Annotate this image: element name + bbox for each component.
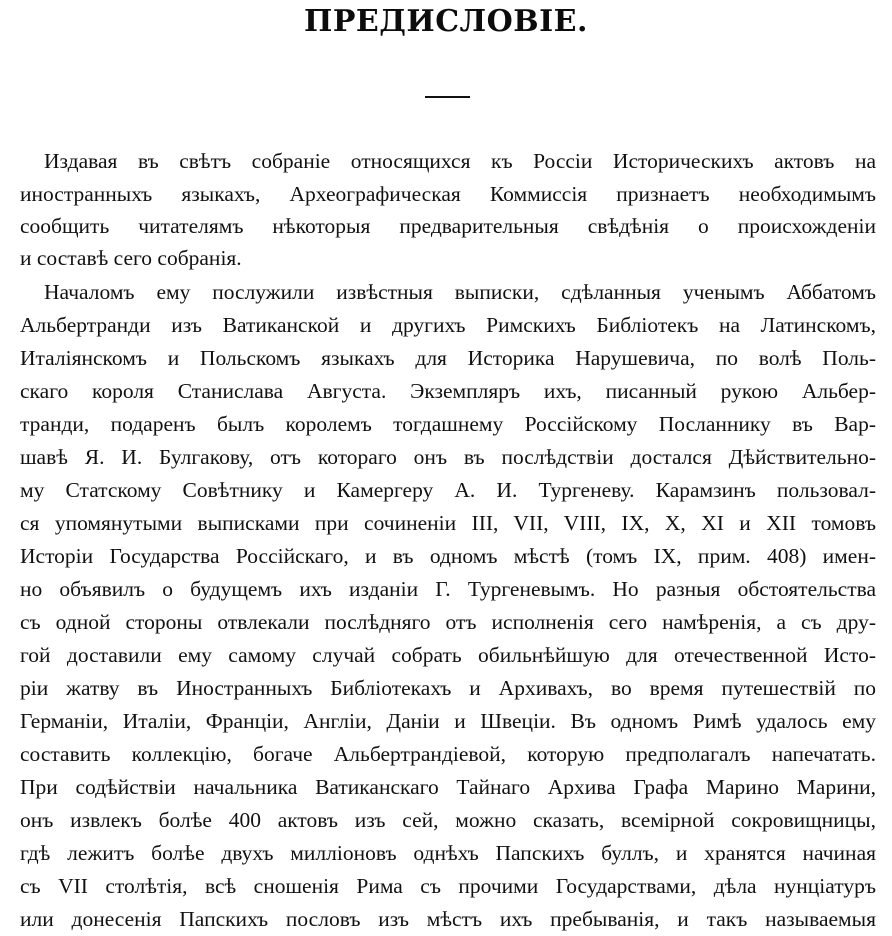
text-line: скаго короля Станислава Августа. Экземпляръ ихъ, писанный рукою Альбер- bbox=[20, 379, 876, 403]
text-line: Издавая въ свѣтъ собраніе относящихся къ Россіи Историческихъ актовъ на bbox=[44, 149, 876, 173]
text-line: но объявилъ о будущемъ ихъ изданіи Г. Тургеневымъ. Но разныя обстоятельства bbox=[20, 577, 876, 601]
text-line: Исторіи Государства Россійскаго, и въ одномъ мѣстѣ (томъ IX, прим. 408) имен- bbox=[20, 544, 876, 568]
text-line: или донесенія Папскихъ пословъ изъ мѣстъ ихъ пребыванія, и такъ называемыя bbox=[20, 907, 876, 931]
text-line: му Статскому Совѣтнику и Камергеру А. И. Тургеневу. Карамзинъ пользовал- bbox=[20, 478, 876, 502]
title-divider bbox=[425, 96, 470, 98]
text-line: и составѣ сего собранія. bbox=[20, 246, 242, 270]
text-line: транди, подаренъ былъ королемъ тогдашнему Россійскому Посланнику въ Вар- bbox=[20, 412, 876, 436]
text-line: ся упомянутыми выписками при сочиненіи III, VII, VIII, IX, X, XI и XII томовъ bbox=[20, 511, 876, 535]
text-line: Германіи, Италіи, Франціи, Англіи, Даніи и Швеціи. Въ одномъ Римѣ удалось ему bbox=[20, 709, 876, 733]
text-line: Италіянскомъ и Польскомъ языкахъ для Историка Нарушевича, по волѣ Поль- bbox=[20, 346, 876, 370]
text-line: гой доставили ему самому случай собрать обильнѣйшую для отечественной Исто- bbox=[20, 643, 876, 667]
text-line: Альбертранди изъ Ватиканской и другихъ Римскихъ Библіотекъ на Латинскомъ, bbox=[20, 313, 876, 337]
text-line: составить коллекцію, богаче Альбертрандіевой, которую предполагалъ напечатать. bbox=[20, 742, 876, 766]
text-line: иностранныхъ языкахъ, Археографическая Коммиссія признаетъ необходимымъ bbox=[20, 182, 876, 206]
page-title: ПРЕДИСЛОВІЕ. bbox=[303, 4, 588, 39]
text-line: онъ извлекъ болѣе 400 актовъ изъ сей, можно сказать, всемірной сокровищницы, bbox=[20, 808, 876, 832]
text-line: сообщить читателямъ нѣкоторыя предварительныя свѣдѣнія о происхожденіи bbox=[20, 214, 876, 238]
text-line: ріи жатву въ Иностранныхъ Библіотекахъ и Архивахъ, во время путешествій по bbox=[20, 676, 876, 700]
text-line: съ одной стороны отвлекали послѣдняго отъ исполненія сего намѣренія, а съ дру- bbox=[20, 610, 876, 634]
text-line: шавѣ Я. И. Булгакову, отъ котораго онъ въ послѣдствіи достался Дѣйствительно- bbox=[20, 445, 876, 469]
text-line: При содѣйствіи начальника Ватиканскаго Тайнаго Архива Графа Марино Марини, bbox=[20, 775, 876, 799]
text-line: Началомъ ему послужили извѣстныя выписки, сдѣланныя ученымъ Аббатомъ bbox=[44, 280, 876, 304]
text-line: съ VII столѣтія, всѣ сношенія Рима съ прочими Государствами, дѣла нунціатуръ bbox=[20, 874, 876, 898]
text-line: гдѣ лежитъ болѣе двухъ милліоновъ однѣхъ Папскихъ буллъ, и хранятся начиная bbox=[20, 841, 876, 865]
